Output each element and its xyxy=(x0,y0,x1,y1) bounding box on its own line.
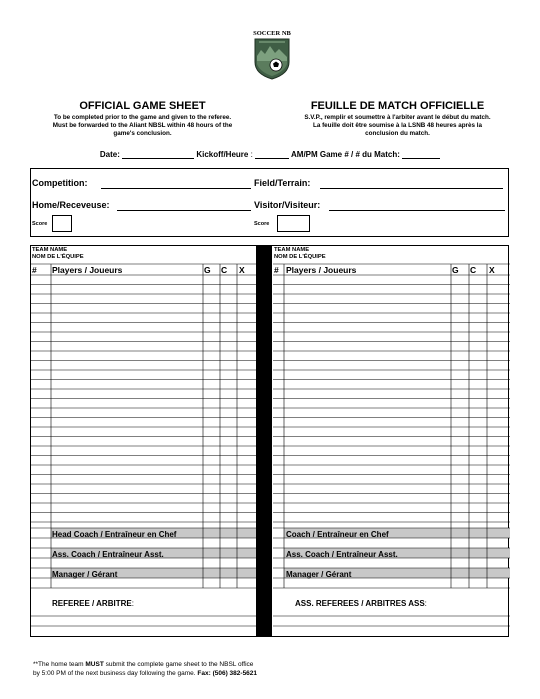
subtitle-fr-line: conclusion du match. xyxy=(365,130,430,137)
right-players-header: Players / Joueurs xyxy=(286,265,357,275)
home-field[interactable] xyxy=(117,209,251,211)
kickoff-colon: : xyxy=(250,150,253,159)
ass-referees-label xyxy=(295,599,427,608)
team-name-en: TEAM NAME xyxy=(274,247,310,253)
title-english: OFFICIAL GAME SHEET xyxy=(79,100,206,112)
date-kickoff-line xyxy=(0,149,540,159)
ass-referees-colon: : xyxy=(424,599,427,608)
field-field[interactable] xyxy=(320,187,503,189)
left-ass-coach-label: Ass. Coach / Entraîneur Asst. xyxy=(52,550,164,559)
subtitle-fr-line: S.V.P., remplir et soumettre à l'arbiter avant le début du match. xyxy=(304,114,491,121)
referee-label-text: REFEREE / ARBITRE xyxy=(52,599,132,608)
date-label: Date: xyxy=(99,150,120,159)
home-score-label: Score xyxy=(32,221,48,227)
field-label: Field/Terrain: xyxy=(254,178,311,188)
team-name-fr: NOM DE L'ÉQUIPE xyxy=(274,254,326,260)
competition-label: Competition: xyxy=(32,178,88,188)
right-ass-coach-label: Ass. Coach / Entraîneur Asst. xyxy=(286,550,398,559)
subtitle-en-line: game's conclusion. xyxy=(113,130,172,137)
footer-line-1 xyxy=(33,660,257,669)
soccer-nb-logo xyxy=(251,28,293,80)
left-number-header: # xyxy=(32,265,37,275)
competition-field[interactable] xyxy=(101,187,251,189)
game-number-field[interactable] xyxy=(402,149,440,159)
logo-text: SOCCER NB xyxy=(253,30,291,37)
kickoff-label: Kickoff/Heure xyxy=(196,150,249,159)
right-coach-label: Coach / Entraîneur en Chef xyxy=(286,530,389,539)
ass-referees-label-text: ASS. REFEREES / ARBITRES ASS xyxy=(295,599,425,608)
subtitle-french xyxy=(295,114,500,138)
right-x-header: X xyxy=(489,265,495,275)
match-info-box xyxy=(30,168,509,237)
left-c-header: C xyxy=(221,265,228,275)
left-g-header: G xyxy=(204,265,211,275)
home-label: Home/Receveuse: xyxy=(32,200,110,210)
footer-must: MUST xyxy=(85,661,104,668)
referee-colon: : xyxy=(131,599,134,608)
footer-note xyxy=(33,660,257,678)
team-divider-bar xyxy=(256,245,272,637)
right-team-name-label xyxy=(274,247,326,261)
right-number-header: # xyxy=(274,265,279,275)
subtitle-fr-line: La feuille doit être soumise à la LSNB 48 heures après la xyxy=(312,122,483,129)
footer-line-2 xyxy=(33,669,257,678)
game-number-label: AM/PM Game # / # du Match: xyxy=(291,150,400,159)
left-players-header: Players / Joueurs xyxy=(52,265,123,275)
date-field[interactable] xyxy=(122,149,194,159)
left-manager-label: Manager / Gérant xyxy=(52,570,118,579)
title-french: FEUILLE DE MATCH OFFICIELLE xyxy=(310,100,485,112)
subtitle-english xyxy=(40,114,245,138)
kickoff-field[interactable] xyxy=(255,149,289,159)
subtitle-en-line: To be completed prior to the game and given to the referee. xyxy=(53,114,232,121)
right-c-header: C xyxy=(470,265,477,275)
soccer-nb-crest-icon xyxy=(251,28,293,80)
left-head-coach-label: Head Coach / Entraîneur en Chef xyxy=(52,530,177,539)
visitor-label: Visitor/Visiteur: xyxy=(254,200,321,210)
team-name-fr: NOM DE L'ÉQUIPE xyxy=(32,254,84,260)
team-name-en: TEAM NAME xyxy=(32,247,68,253)
right-g-header: G xyxy=(452,265,459,275)
home-score-box[interactable] xyxy=(52,215,72,232)
referee-label xyxy=(52,599,134,608)
footer-text: submit the complete game sheet to the NBSL office xyxy=(103,661,254,668)
visitor-field[interactable] xyxy=(329,209,505,211)
visitor-score-label: Score xyxy=(254,221,270,227)
footer-text: by 5:00 PM of the next business day following the game. xyxy=(33,670,198,677)
right-manager-label: Manager / Gérant xyxy=(286,570,352,579)
left-team-name-label xyxy=(32,247,84,261)
visitor-score-box[interactable] xyxy=(277,215,310,232)
subtitle-en-line: Must be forwarded to the Aliant NBSL within 48 hours of the xyxy=(52,122,233,129)
footer-fax: Fax: (506) 382-5621 xyxy=(197,670,258,677)
footer-text: **The home team xyxy=(33,661,86,668)
left-x-header: X xyxy=(239,265,245,275)
